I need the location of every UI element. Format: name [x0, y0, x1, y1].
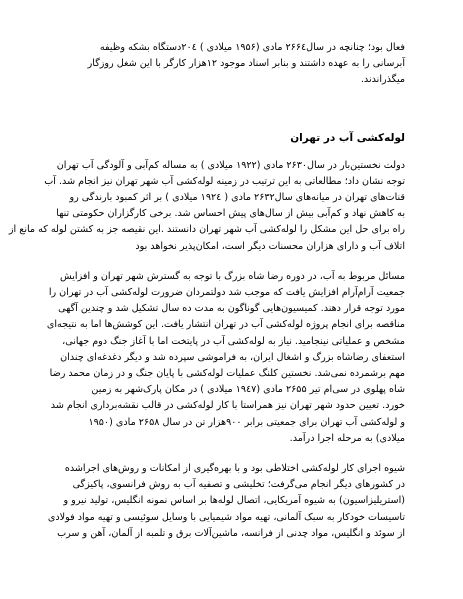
text-line: میگذراندند.	[360, 74, 405, 86]
text-line: آبرسانی را به عهده داشتند و بنابر اسناد موجود ۱۲هزار کارگر با این شغل روزگار	[87, 58, 405, 70]
intro-paragraph	[62, 40, 405, 89]
text-line: جمعیت آرام‌آرام افزایش یافت که موجب شد دولتمردان ضرورت لوله‌کشی آب در تهران را	[48, 287, 405, 299]
text-line: اتلاف آب و دارای هزاران محسنات دیگر است، امکان‌پذیر نخواهد بود	[135, 240, 405, 252]
text-line: خورد. تعیین حدود شهر تهران نیز همراستا با کار لوله‌کشی در قالب نقشه‌برداری انجام شد	[50, 400, 405, 412]
section-heading: لوله‌کشی آب در تهران	[290, 131, 405, 144]
text-line: دولت نخستین‌بار در سال۲۶۳۰ مادی (۱۹۲۲ میلادی ) به مساله کم‌آبی و آلودگی آب تهران	[56, 159, 405, 171]
text-line: شیوه اجرای کار لوله‌کشی اختلاطی بود و با بهره‌گیری از امکانات و روش‌های اجراشده	[64, 463, 405, 475]
text-line: مناقصه برای انجام پروژه لوله‌کشی آب در تهران انتشار یافت. این کوشش‌ها اما به نتیجه‌ای	[46, 319, 405, 331]
text-line: مهم برشمرده نمی‌شد. نخستین کلنگ عملیات لوله‌کشی با پایان جنگ و در زمان محمد رضا	[49, 368, 405, 380]
text-line: در کشورهای دیگر انجام می‌گرفت؛ تخلیشی و تصفیه آب به روش فرانسوی، پاکیزگی	[72, 479, 405, 491]
text-line: و لوله‌کشی آب تهران برای جمعیتی برابر ۹۰۰هزار تن در سال ۲۶۵۸ مادی (۱۹۵۰	[88, 416, 405, 428]
text-line: تاسیسات خودکار به سبک آلمانی، تهیه مواد شیمیایی با وسایل سوئیسی و تهیه مواد فولادی	[47, 511, 405, 523]
text-line: توجه نشان داد؛ مطالعاتی به این ترتیب در زمینه لوله‌کشی آب شهر تهران نیز انجام شد. آب	[44, 175, 405, 187]
text-line: فعال بود؛ چنانچه در سال۲۶۶٤ مادی (۱۹۵۶ میلادی ) ۲۰٤دستگاه بشکه وظیفه	[99, 42, 405, 53]
text-line: (استریلیزاسیون) به شیوه آمریکایی، اتصال لوله‌ها بر اساس نمونه انگلیس، تولید نیرو و	[63, 495, 405, 507]
paragraph-3	[47, 461, 405, 542]
text-line: مشخص و عملیاتی نینجامید. نیاز به لوله‌کشی آب در پایتخت اما با آغاز جنگ دوم جهانی،	[62, 335, 405, 347]
text-line: مسائل مربوط به آب، در دوره رضا شاه بزرگ با توجه به گسترش شهر تهران و افزایش	[60, 270, 405, 282]
text-line: قنات‌های تهران در میانه‌های سال۲۶۳۲ مادی ( ۱۹۲٤ میلادی ) بر اثر کمبود بارندگی رو	[69, 192, 405, 204]
text-line: استعفای رضاشاه بزرگ و اشغال ایران، به فراموشی سپرده شد و دیگر دغدغه‌ای چندان	[60, 351, 405, 363]
text-line: راه برای حل این مشکل را لوله‌کشی آب شهر تهران دانستند .این نقیصه جز به کشتن لوله که مانع از	[8, 224, 405, 236]
text-line: مورد توجه قرار دهند. کمیسیون‌هایی گوناگون به مدت ده سال تشکیل شد و چندین آگهی	[58, 303, 405, 315]
paragraph-1	[8, 158, 405, 255]
paragraph-2	[46, 269, 405, 447]
text-line: میلادی) به مرحله اجرا درآمد.	[289, 432, 405, 444]
text-line: به کاهش نهاد و کم‌آبی بیش از سال‌های پیش احساس شد. برخی کارگزاران حکومتی تنها	[56, 208, 405, 220]
text-line: شاه پهلوی در سی‌ام تیر ۲۶۵۵ مادی (۱۹٤۷ میلادی ) در مکان پارک‌شهر به زمین	[91, 384, 405, 396]
text-line: از سوئد و انگلیس، مواد چدنی از فرانسه، ماشین‌آلات برق و تلمبه از آلمان، آهن و سرب	[57, 527, 405, 539]
